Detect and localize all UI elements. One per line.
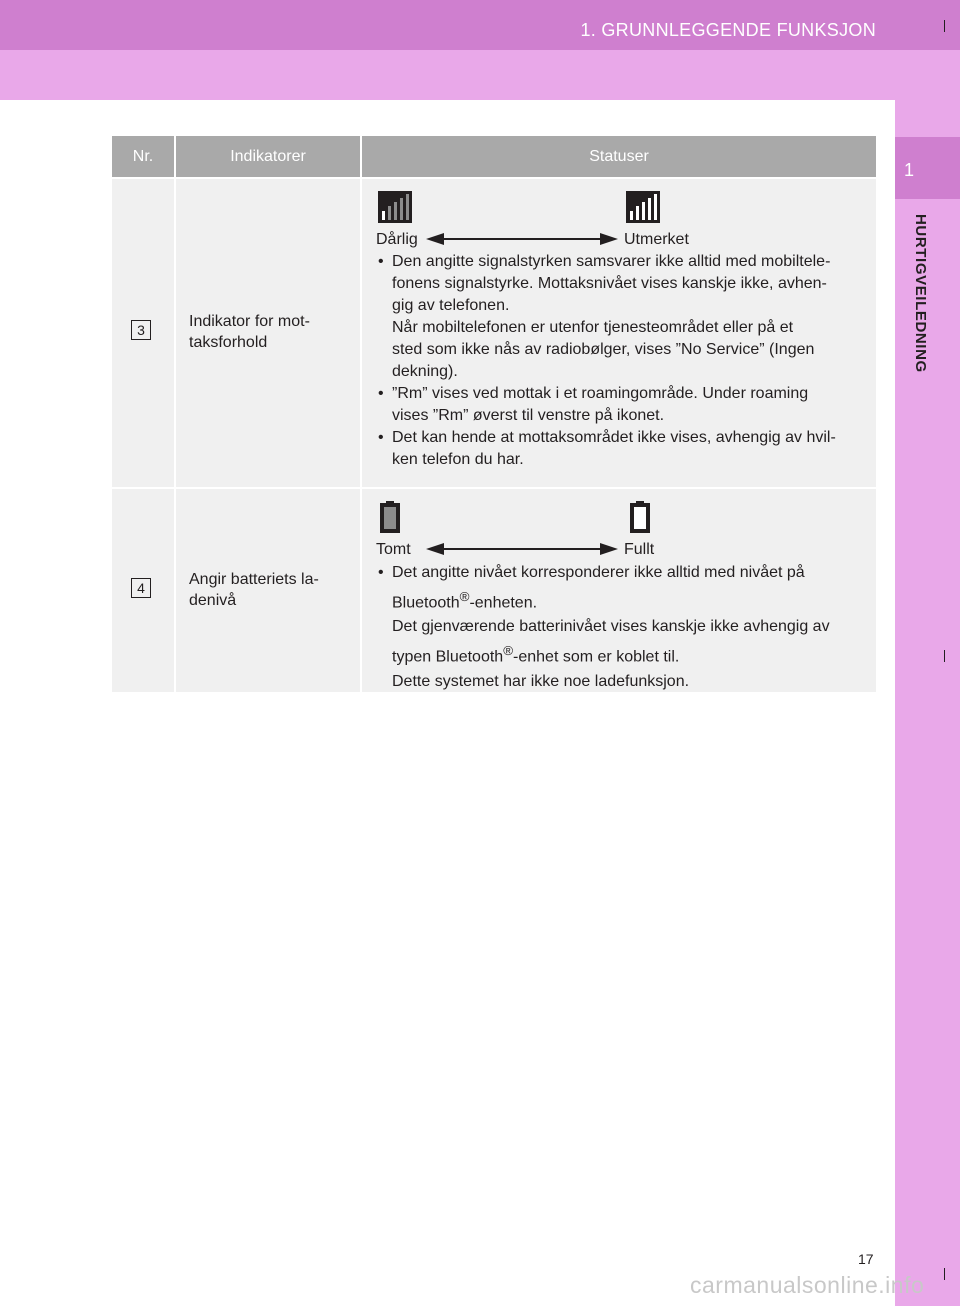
battery-scale <box>376 501 864 561</box>
row-number: 4 <box>131 578 151 598</box>
list-item <box>376 427 864 471</box>
text-segment: typen Bluetooth <box>392 648 504 666</box>
header-indicators: Indikatorer <box>174 136 360 177</box>
subheader-band <box>0 50 960 100</box>
signal-excellent-icon <box>626 191 660 223</box>
scale-left-label: Tomt <box>376 541 411 558</box>
indicator-label: Angir batteriets la- denivå <box>189 571 319 609</box>
list-item <box>376 383 864 427</box>
row-number-cell <box>112 489 174 692</box>
text-segment: -enheten. <box>469 594 538 612</box>
text-line: sted som ikke nås av radiobølger, vises ”No Service” (Ingen <box>392 341 815 358</box>
text-line <box>392 639 864 669</box>
registered-mark: ® <box>503 643 514 659</box>
text-line: Dette systemet har ikke noe ladefunksjon. <box>392 672 690 690</box>
status-bullets <box>376 561 864 694</box>
indicator-table <box>112 136 876 692</box>
indicator-cell <box>174 179 360 487</box>
row-number-cell <box>112 179 174 487</box>
signal-scale <box>376 191 864 251</box>
scale-right-label: Fullt <box>624 541 655 558</box>
double-arrow-icon <box>426 231 618 247</box>
text-line: • Det angitte nivået korresponderer ikke alltid med nivået på <box>392 564 805 581</box>
registered-mark: ® <box>459 589 470 604</box>
text-line: dekning). <box>392 363 458 380</box>
status-cell <box>360 179 876 487</box>
table-row <box>112 177 876 487</box>
text-line: • Den angitte signalstyrken samsvarer ikke alltid med mobiltele- <box>392 253 831 270</box>
page-number: 17 <box>858 1251 874 1267</box>
watermark: carmanualsonline.info <box>690 1272 925 1298</box>
header-statuses: Statuser <box>360 136 876 177</box>
text-line: Det gjenværende batterinivået vises kanskje ikke avhengig av <box>392 618 830 636</box>
table-header <box>112 136 876 177</box>
status-content <box>376 191 864 471</box>
text-line: Når mobiltelefonen er utenfor tjenesteområdet eller på et <box>392 319 794 336</box>
scale-left-label: Dårlig <box>376 231 418 248</box>
chapter-number: 1 <box>904 160 915 180</box>
status-content <box>376 501 864 694</box>
crop-mark <box>944 1268 945 1280</box>
text-line: • Det kan hende at mottaksområdet ikke vises, avhengig av hvil- <box>392 429 836 446</box>
crop-mark <box>944 20 945 32</box>
status-bullets <box>376 251 864 471</box>
battery-empty-icon <box>380 501 400 533</box>
double-arrow-icon <box>426 541 618 557</box>
battery-full-icon <box>630 501 650 533</box>
text-line: fonens signalstyrke. Mottaksnivået vises kanskje ikke, avhen- <box>392 275 827 292</box>
header-nr: Nr. <box>132 147 154 165</box>
signal-weak-icon <box>378 191 412 223</box>
text-line: ken telefon du har. <box>392 451 524 468</box>
indicator-label: Indikator for mot- taksforhold <box>189 313 310 351</box>
chapter-label: HURTIGVEILEDNING <box>912 214 929 373</box>
crop-mark <box>944 650 945 662</box>
list-item <box>376 251 864 383</box>
text-line: gig av telefonen. <box>392 297 510 314</box>
table-row <box>112 487 876 692</box>
text-segment: Bluetooth <box>392 594 460 612</box>
indicator-cell <box>174 489 360 692</box>
scale-right-label: Utmerket <box>624 231 689 248</box>
text-line <box>392 585 864 615</box>
text-line: vises ”Rm” øverst til venstre på ikonet. <box>392 407 665 424</box>
section-title: 1. GRUNNLEGGENDE FUNKSJON <box>580 20 876 40</box>
list-item <box>376 561 864 694</box>
text-line: • ”Rm” vises ved mottak i et roamingområde. Under roaming <box>392 385 809 402</box>
status-cell <box>360 489 876 692</box>
row-number: 3 <box>131 320 151 340</box>
text-segment: -enhet som er koblet til. <box>513 648 680 666</box>
